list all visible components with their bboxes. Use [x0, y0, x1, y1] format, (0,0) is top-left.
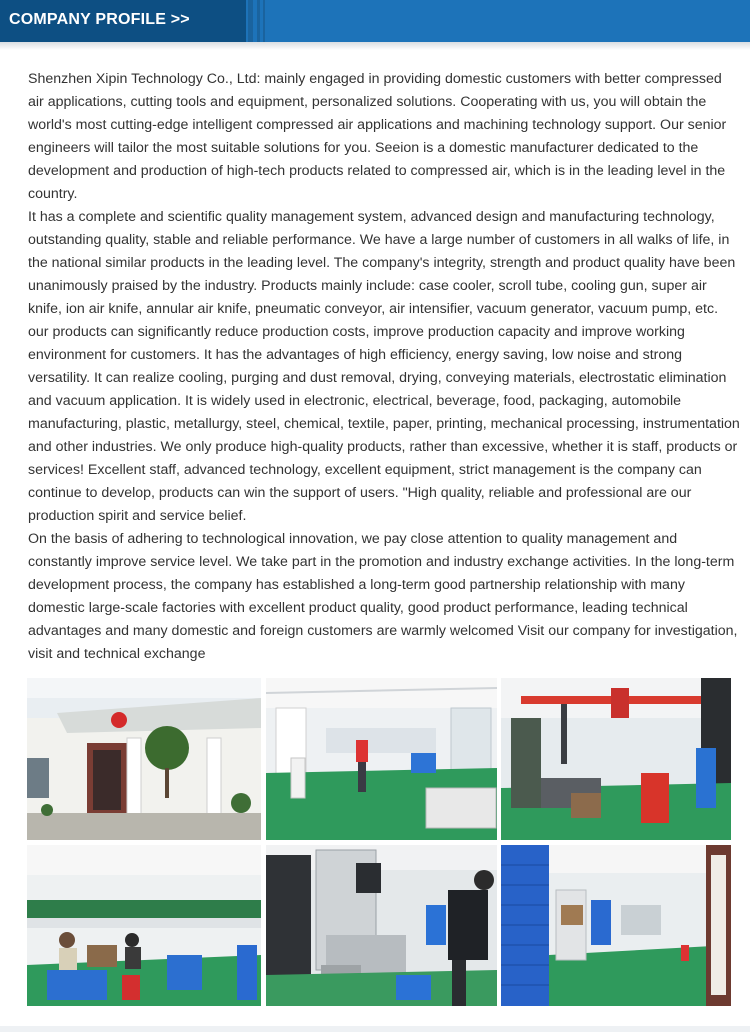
photo-crane-workshop — [501, 678, 731, 840]
warehouse-illustration — [501, 845, 731, 1006]
section-title: COMPANY PROFILE >> — [9, 11, 190, 28]
section-header — [0, 0, 750, 42]
workshop-illustration — [266, 678, 497, 840]
header-stripe — [263, 0, 265, 42]
footer-divider — [0, 1026, 750, 1032]
header-stripe — [248, 0, 253, 42]
photo-building-exterior — [27, 678, 261, 840]
company-description — [28, 68, 740, 666]
paragraph-service: On the basis of adhering to technological innovation, we pay close attention to quality management and constantly improve service level. We take part in the promotion and industry exchange activities. In the long-term development process, the company has established a long-term good partnership relationship with many domestic large-scale factories with excellent product quality, good product performance, leading technical advantages and many domestic and foreign customers are warmly welcomed Visit our company for investigation, visit and technical exchange — [28, 531, 738, 662]
header-stripe — [257, 0, 260, 42]
photo-assembly-line — [27, 845, 261, 1006]
header-shadow — [0, 42, 750, 50]
paragraph-intro: Shenzhen Xipin Technology Co., Ltd: mainly engaged in providing domestic customers with better compressed air applications, cutting tools and equipment, personalized solutions. Cooperating with us, you will obtain the world's most cutting-edge intelligent compressed air applications and machining technology support. Our senior engineers will tailor the most suitable solutions for you. Seeion is a domestic manufacturer dedicated to the development and production of high-tech products related to compressed air, which is in the leading level in the country. — [28, 71, 727, 202]
crane-illustration — [501, 678, 731, 840]
cnc-illustration — [266, 845, 497, 1006]
photo-cnc-operator — [266, 845, 497, 1006]
paragraph-products: It has a complete and scientific quality management system, advanced design and manufacturing technology, outstanding quality, stable and reliable performance. We have a large number of customers in all walks of life, in the national similar products in the leading level. The company's integrity, strength and product quality have been unanimously praised by the industry. Products mainly include: case cooler, scroll tube, cooling gun, super air knife, ion air knife, annular air knife, pneumatic conveyor, air intensifier, vacuum generator, vacuum pump, etc. our products can significantly reduce production costs, improve production capacity and improve working environment for customers. It has the advantages of high efficiency, energy saving, low noise and strong versatility. It can realize cooling, purging and dust removal, drying, conveying materials, electrostatic elimination and vacuum application. It is widely used in electronic, electrical, beverage, food, packaging, automobile manufacturing, plastic, metallurgy, steel, chemical, textile, paper, printing, mechanical processing, instrumentation and other industries. We only produce high-quality products, rather than excessive, whether it is staff, products or services! Excellent staff, advanced technology, excellent equipment, strict management is the company can continue to develop, products can win the support of users. "High quality, reliable and professional are our production spirit and service belief. — [28, 209, 740, 524]
section-header-tab — [0, 0, 246, 42]
photo-warehouse — [501, 845, 731, 1006]
building-illustration — [27, 678, 261, 840]
assembly-illustration — [27, 845, 261, 1006]
photo-workshop-floor — [266, 678, 497, 840]
